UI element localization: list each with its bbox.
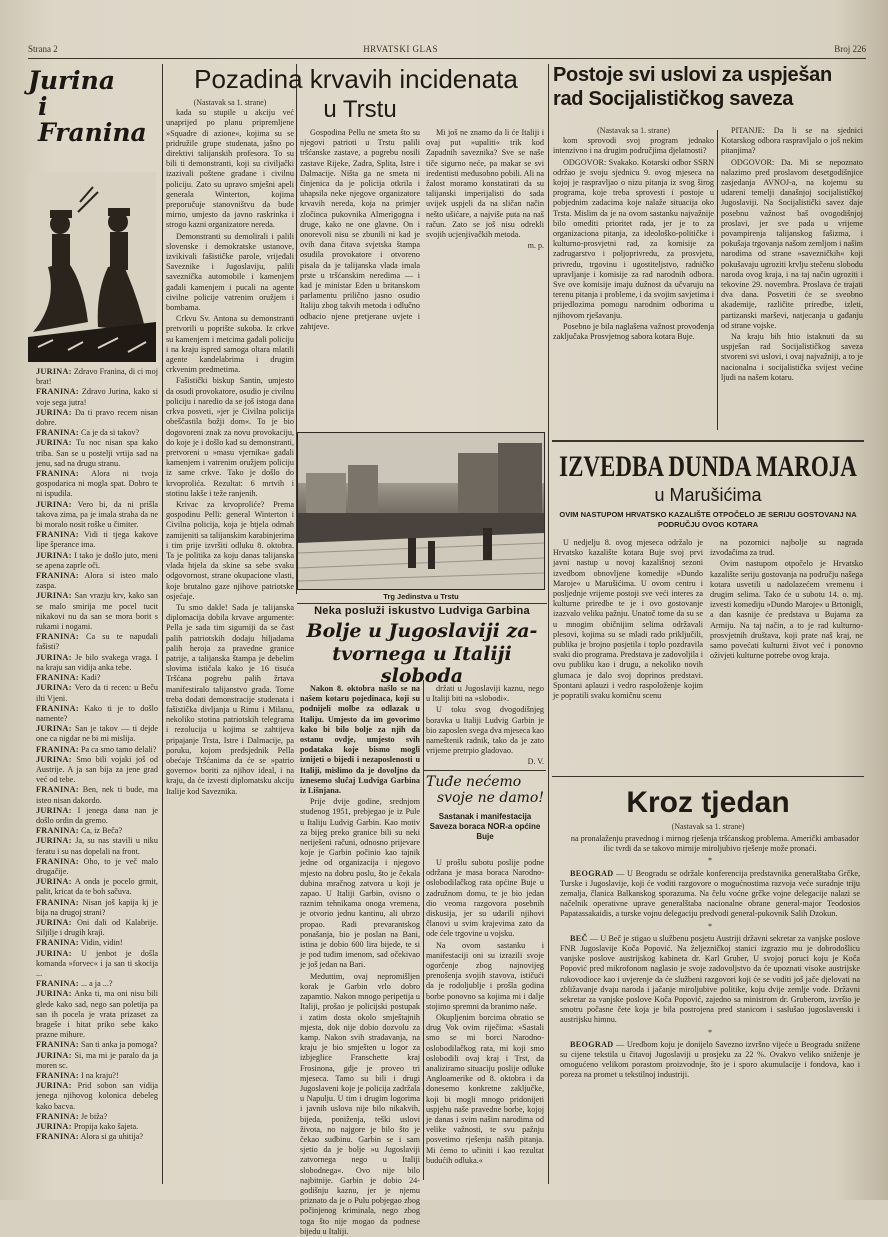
- dialogue-line: [28, 1040, 158, 1050]
- news-place: BEOGRAD: [570, 1039, 614, 1049]
- trieste-photo: [297, 432, 545, 590]
- dialogue-line: [28, 428, 158, 438]
- dialogue-line: [28, 1071, 158, 1081]
- dialogue-line: [28, 683, 158, 703]
- article-paragraph: Tu smo dakle! Sada je talijanska diplomacija dobila krvave argumente: Pella je sada tim sigurniji da se čast palih patriotskih dodaju hiljadama palih heroja za pravedne granice patrije, a talijanska štampa je debelim slovima ističala kako je 16 tisuća Tršćana pogrebu palih žrtava manifestiralo talijanstvo grada. Tome treba dodati demonstracije studenata i fašistička divljanja u Rimu i Milanu, nekoliko stotina patriotskih telegrama i rezolucija u kojima se zahtijeva pripajanje Trsta, Istre i Dalmacije, pa poruku, kojom predsjednik Pella obećaje Tršćanima da će se »patrio governo« boriti za njihov ideal, i na kraju, da će izvesti diplomatsku akciju Italije kod Saveznika.: [166, 602, 294, 796]
- dialogue-text: ... a ja ...?: [80, 979, 113, 989]
- dialogue-speaker: FRANINA:: [36, 938, 79, 948]
- news-text: U Beč je stigao u službenu posjetu Austriji državni sekretar za vanjske poslove FNR Jugoslavije Koča Popović. Na željezničkoj stanici izgrazio mu je dobrodošlicu vanjske poslove austrijskog kabineta dr. Karl Gruber, U svojoj poruci koju je Koča Popović pred mikrofonom naglasio je svoje zadovoljstvo da će upoznati visoke austrijske rukovodioce kao i uvjerenje da će službeni razgovori koji će se voditi još jače djelovati na zbližavanje dvaju naroda i jačanje miroljubive politike, koju dvije zemlje vode. Državni sekretar za vanjske poslove Koča Popović, zajedno sa ministrom dr. Gruberom, izvršio je smotru počasne čete koja je bila postrojena pred stanicom i saslušao jugoslavenski i austrijsku himnu.: [560, 933, 861, 1025]
- separator-star: *: [707, 921, 713, 931]
- dialogue: [28, 367, 158, 1142]
- dialogue-line: [28, 530, 158, 550]
- dialogue-line: [28, 1112, 158, 1122]
- pozadina-title-line2: u Trstu: [323, 96, 397, 123]
- dialogue-line: [28, 826, 158, 836]
- dialogue-line: [28, 836, 158, 856]
- article-paragraph: Prije dvije godine, srednjom studenog 1951, prebjegao je iz Pule u Italiju Ludvig Garbin. Kao motiv za bijeg preko granice bili su neki neriješeni računi, odnosno prijevare koje je Garbin počinio kao tajnik jedne od organizacija i njegovo mjesto na dobru poslu, što je čekala dubina mračnog zatvora u koji je zapao. U Italiji Garbin, ovisno o raznim tehnikama onoga vremena, je otvorio jednu kantinu, ali ubrzo propao. Radi prevarantskog ponašanja, bio je poslan na Bani, istina je dobio 600 lira bijede, te si je pod tuđim imenom, sad očekivao je još jedan na Bari.: [300, 797, 420, 970]
- separator-star: *: [707, 1027, 713, 1037]
- article-paragraph: Crkvu Sv. Antona su demonstranti pretvorili u poprište sukoba. Iz crkve su kamenjem i metcima gađali policiju i na kraju ispred samoga oltara mlatili agente kandelabrima i drugim crkvenim predmetima.: [166, 314, 294, 375]
- dialogue-line: [28, 938, 158, 948]
- news-item: BEČ — U Beč je stigao u službenu posjetu Austriji državni sekretar za vanjske poslove FNR Jugoslavije Koča Popović. Na željezničkoj stanici izgrazio mu je dobrodošlicu vanjske poslove austrijskog kabineta dr. Karl Gruber, U svojoj poruci koju je Koča Popović pred mikrofonom naglasio je svoje zadovoljstvo da će upoznati visoke austrijske rukovodioce kao i uvjerenje da će službeni razgovori koji će se voditi još jače djelovati na zbližavanje dvaju naroda i jačanje miroljubive politike, koju dvije zemlje vode. Državni sekretar za vanjske poslove Koča Popović, zajedno sa ministrom dr. Gruberom, izvršio je smotru počasne čete koja je bila postrojena pred stanicom i saslušao jugoslavenski i austrijsku himnu.: [560, 933, 861, 1025]
- garbin-title-line2: tvornega u Italiji sloboda: [332, 643, 512, 687]
- continuation-note: (Nastavak sa 1. strane): [597, 126, 670, 135]
- dialogue-speaker: FRANINA:: [36, 744, 79, 754]
- article-paragraph: kom sprovodi svoj program jednako intenzivno i na drugim područjima djelatnosti?: [553, 136, 714, 156]
- dialogue-speaker: JURINA:: [36, 367, 72, 376]
- article-paragraph: Okupljenim borcima obratio se drug Vok ovim riječima: »Sastali smo se mi borci Narodno-oslobodilačkog rata, mi koji smo oslobodili ovaj kraj i Trst, da analiziramo situaciju poslije odluke Angloamerike od 8. oktobra i da donesemo konkretne zaključke, koji bi mogli mnogo pridonijeti uspjehu naše pravedne borbe, kojoj je danas i svim našim narodima od velike važnosti, te svu pažnju posvetimo rješenju naših pitanja. Mi ćemo to učiniti i kao rezultat budućih odluka.«: [426, 1013, 544, 1165]
- page-number: Strana 2: [28, 44, 58, 54]
- dialogue-text: I tako je došlo juto, meni se apena zaprle oči.: [36, 550, 158, 570]
- dialogue-speaker: JURINA:: [36, 407, 72, 417]
- pozadina-title: Pozadina krvavih incidenata: [194, 64, 518, 94]
- pozadina-text-col2: [300, 128, 420, 428]
- dialogue-line: [28, 755, 158, 786]
- savez-headline-line1: Postoje svi uslovi za uspješan: [553, 64, 832, 86]
- garbin-text: [300, 684, 420, 1236]
- dialogue-text: Prid sobon san vidija jenega njihovog kolonica debeleg kako bacva.: [36, 1081, 158, 1111]
- article-paragraph: U toku svog dvogodišnjeg boravka u Italiji Ludvig Garbin je bio zaposlen svega dva mjeseca kao nameštenik radnik, tako da je zato vrijeme pretrpio gladovao.: [426, 705, 544, 756]
- dialogue-text: Smo bili vojaki još od Austrije. A ja san bija za jene grad već od tebe.: [36, 754, 158, 785]
- dundo-lead: OVIM NASTUPOM HRVATSKO KAZALIŠTE OTPOČELO JE SERIJU GOSTOVANJ NA PODRUČJU OVOG KOTARA: [559, 510, 857, 529]
- dialogue-speaker: FRANINA:: [36, 428, 79, 438]
- article-paragraph: Mi još ne znamo da li će Italiji i ovaj put »upaliti« trik kod Zapadnih saveznika? Sve se naše tiče sigurno neće, pa makar se svi iredentisti međusobno pobili. Ali na žalost moramo konstatirati da su talijanski imperijalisti do sada uvijek uspjeli da na sličan način nešto ušićare, a najviše puta na naš račun. Zato se još nisu odrekli svojih ucjenjivačkih metoda.: [426, 128, 544, 240]
- dialogue-speaker: JURINA:: [36, 877, 72, 887]
- dialogue-speaker: FRANINA:: [36, 673, 79, 683]
- dialogue-line: [28, 877, 158, 897]
- savez-text-left: [553, 126, 714, 434]
- article-paragraph: Demonstranti su demolirali i palili slovenske i demokratske ustanove, izvikivali fašističke parole, vrijeđali Saveznike i Jugoslaviju, palili saveznička automobile i kamenjem gađali kamenjem i pucali na agente civilne policije vatrenim oružjem i bombama.: [166, 231, 294, 313]
- dundo-subtitle: u Marušićima: [654, 485, 762, 505]
- dialogue-text: San je takov — ti dejde one ca nigdar ne bi mi mislija.: [36, 724, 158, 744]
- dialogue-speaker: JURINA:: [36, 1081, 72, 1091]
- dialogue-line: [28, 591, 158, 632]
- dialogue-text: San ti anka ja pomoga?: [80, 1040, 158, 1050]
- dialogue-line: [28, 367, 158, 387]
- dialogue-line: [28, 408, 158, 428]
- dialogue-speaker: JURINA:: [36, 591, 72, 601]
- article-paragraph: ODGOVOR: Da. Mi se nepoznato nalazimo pred proslavom desetgodišnjice zasjedanja AVNOJ-a, na kojemu su udareni temelji današnjoj socijalističkoj Jugoslaviji. Na Socijalistički savez daje posebnu važnost baš ovogodišnjoj proslavi, jer sve pada u vrijeme povampirenja talijanskog fašizma, i pokušaja trgovanja našom zemljom i našim narodima od strane »savezničkih« koji pokušavaju ugroziti krvlju stečenu slobodu naroda ovog kraja, i na taj način ugroziti i tekovine 29. novembra. Proslava će trajati dva dana. Posvetiti će se sveobno akademije, različite priredbe, izleti, partizanski marševi, natjecanja u gađanju od strane vojske.: [721, 157, 863, 330]
- garbin-kicker: Neka posluži iskustvo Ludviga Garbina: [314, 605, 530, 617]
- dialogue-text: Kadi?: [80, 673, 101, 683]
- dialogue-text: A onda je pocelo grmit, palit, kricat da te boh sačuva.: [36, 877, 158, 897]
- dundo-text-right: [710, 538, 863, 770]
- article-paragraph: Na kraju bih htio istaknuti da su uspješan rad Socijalističkog saveza stvoreni svi uslovi, i ovaj najvažniji, a to je nacionalna i socijalistička svijest većine ljudi na našem kotaru.: [721, 332, 863, 382]
- column-divider: [548, 64, 549, 1184]
- dialogue-speaker: JURINA:: [36, 652, 72, 662]
- dialogue-text: Je biža?: [80, 1111, 108, 1121]
- pozadina-text-col1: [166, 98, 294, 836]
- dialogue-line: [28, 806, 158, 826]
- dialogue-speaker: JURINA:: [36, 805, 72, 815]
- dialogue-text: Ca, iz Beča?: [80, 826, 123, 836]
- trieste-photo-image: [298, 433, 544, 589]
- dialogue-text: Pa ca smo tamo delali?: [80, 744, 157, 754]
- dialogue-line: [28, 653, 158, 673]
- franina-title: i Franina: [38, 92, 147, 147]
- article-paragraph: Meduttim, ovaj nepromišljen korak je Garbin vrlo dobro zapamtio. Nakon mnogo peripetija u Italiji, prošao je policijski postupak i zatim dosta okolo smještajnih mjesta, dok nije dobio dozvolu za kamp. Nakon svih stradavanja, na kraju je bio smješten u logor za izbjeglice Franschette kraj Frosinona, gdje je proveo tri mjeseca. Tamo su bili i drugi Jugoslaveni koje je policija zadržala u Napulju. U tim i drugim logorima i javnih uslova nije bilo nikakvih, bijeda, poniženja, teški uslovi života, no najgore je bilo što je čekao sudbinu. Garbin se i sam sjetio da je bolje »u Jugoslaviji zatvornega nego u Italiji slobodnega«. Ovo nije bilo najbitnije. Garbin je dobio 24-godišnju kaznu, jer je njemu priznato da je o Pulu pobjegao zbog počinjenog kriminala, nego zbog toga što nije mogao da podnese bijedu u Italiji.: [300, 971, 420, 1236]
- dialogue-line: [28, 387, 158, 407]
- tude-text: [426, 858, 544, 1186]
- article-signature: m. p.: [527, 241, 544, 251]
- column-divider: [717, 130, 718, 430]
- masthead: HRVATSKI GLAS: [363, 44, 439, 54]
- tude-title-line2: svoje ne damo!: [437, 790, 544, 806]
- dialogue-line: [28, 551, 158, 571]
- issue-number: Broj 226: [834, 44, 866, 54]
- dialogue-line: [28, 785, 158, 805]
- dialogue-speaker: JURINA:: [36, 550, 72, 560]
- dialogue-text: Ca je da si takov?: [80, 428, 140, 438]
- tjedan-title: Kroz tjedan: [626, 786, 790, 819]
- dialogue-text: Ja, su nas stavili u niku feratu i su nas dopelali na front.: [36, 836, 158, 856]
- continuation-note: (Nastavak sa 1. strane): [671, 822, 745, 831]
- tude-subtitle: Sastanak i manifestacija Saveza boraca NOR-a općine Buje: [429, 812, 541, 841]
- dialogue-text: Zdravo Franina, di ci moj brat!: [36, 367, 159, 387]
- dialogue-line: [28, 438, 158, 469]
- continuation-note: (Nastavak sa 1. strane): [193, 98, 267, 107]
- dialogue-line: [28, 704, 158, 724]
- article-paragraph: U nedjelju 8. ovog mjeseca održalo je Hrvatsko kazalište kotara Buje svoj prvi javni nastup u novoj kazališnoj sezoni izvedbom obnovljene komedije »Dundo Maroje« u Marušićima. U ovom centru i posljednje vrijeme postoji sve veći interes za kulturne priredbe te je i ovo gostovanje izazvalo veliku pažnju. Unatoč tome da su se u mnogim običnijim selima održavali plesovi, kojima su se mladi rado priključili, publika je brojno posjetila i toplo pozdravila svaki dio programa. Predstava je zadovoljila i ovu publiku kao i drugu, a nekoliko novih glumaca je dalo svoj doprinos predstavi. Spontani aplauzi i vedro raspoloženje kojim je popratili svaku komičnu scenu: [553, 538, 703, 701]
- two-men-illustration: [28, 172, 156, 362]
- dialogue-line: [28, 989, 158, 1040]
- article-paragraph: Na ovom sastanku i manifestaciji oni su izrazili svoje ogorčenje zbog najnovijeg prenošenja svojih stavova, ističući da je rodoljublje i prošla godina borbe ponovno sa kojima mi i dalje stojimo spremni da branimo naše.: [426, 940, 544, 1011]
- jurina-franina-column: [28, 64, 158, 1184]
- dialogue-text: Anka ti, ma oni nisu bili glede kako sad, nego san poletija pa san ih pocela je vrata prizaset za brageše i hitat priko sebe kako prazne mihure.: [36, 989, 158, 1040]
- news-item: BEOGRAD — Uredbom koju je donijelo Savezno izvršno vijeće u Beogradu snižene su cijene tekstila u čitavoj Jugoslaviji u prosjeku za 22 %. Ovakvo veliko sniženje je omogućeno velikom porastom proizvodnje, što je i sporo akumulacije i fondova, kao i poreza na promet u tekstilnoj industriji.: [560, 1039, 860, 1080]
- section-rule: [552, 440, 864, 442]
- dialogue-line: [28, 571, 158, 591]
- article-paragraph: kada su stupile u akciju već unaprijed po planu pripremljene »Squadre di azione«, kojima su se pridružile grupe studenata, jašno po direktivi talijanskih profesora. To su bili ti demonstranti, koji su civiljački izazivali poštene građane i civilnu policiju. Zato su upravo smješni apeli generala Winterton, kojima preporučuje stanovništvu da bude mirno, umjesto da javno raskrinka i strogo kazni organizatore nereda.: [166, 108, 294, 230]
- photo-caption: Trg Jedinstva u Trstu: [383, 592, 459, 601]
- dialogue-text: Tu noc nisan spa kako triba. San se u postelji vrtija sad na jenu, sad na drugu stranu.: [36, 438, 158, 468]
- article-paragraph: držati u Jugoslaviji kaznu, nego u Italiji biti na »slobodi«.: [426, 684, 544, 704]
- dialogue-speaker: JURINA:: [36, 724, 72, 734]
- dialogue-speaker: FRANINA:: [36, 826, 79, 836]
- dialogue-text: San vrazju krv, kako san se malo smirija me pocel tucit nikakovi nu da san se mora borit s rukami i nogami.: [36, 591, 159, 632]
- tude-title-line1: Tuđe nećemo: [426, 774, 522, 790]
- tjedan-text: [560, 834, 860, 1184]
- dialogue-text: Oni dali od Kalabrije. Siljilje i drugih krajì.: [36, 917, 158, 938]
- dialogue-text: Ben, nek ti bude, ma isteo nisan dakordo.: [36, 785, 158, 805]
- dialogue-speaker: JURINA:: [36, 1122, 72, 1132]
- dialogue-speaker: JURINA:: [36, 683, 72, 693]
- article-paragraph: Posebno je bila naglašena važnost provođenja zaključaka Prosvjetnog sabora kotara Buje.: [553, 321, 714, 342]
- article-paragraph: Ovim nastupom otpočelo je Hrvatsko kazalište seriju gostovanja na području našega kotara usvetili u nadolazećem vremenu i drugim selima. Tako će u subotu 14. o. mj. izvesti komediju »Dundo Maroje« u Brtonigli, a dan kasnije će predstava u Bujama za Armiju. Na taj način, a to je rad kulturno-prosvjetnih društava, koji prate naš kraj, ne samo povećati kulturni život već i ponovno oživjeti kulturne potrebe ovog kraja.: [710, 559, 863, 661]
- news-place: BEOGRAD: [570, 868, 614, 878]
- dialogue-text: Oho, to je več malo drugačije.: [36, 856, 158, 876]
- dialogue-speaker: FRANINA:: [36, 632, 79, 642]
- jurina-title: Jurina: [28, 66, 116, 95]
- dialogue-text: I jenega dana nan je došlo ordin da gremo.: [36, 805, 159, 825]
- dialogue-line: [28, 918, 158, 938]
- dialogue-speaker: JURINA:: [36, 1050, 72, 1060]
- dialogue-line: [28, 1051, 158, 1071]
- dialogue-speaker: FRANINA:: [36, 897, 79, 907]
- news-place: BEČ: [570, 933, 588, 943]
- article-paragraph: PITANJE: Da li se na sjednici Kotarskog odbora raspravljalo o još nekim pitanjima?: [721, 126, 863, 156]
- dialogue-speaker: FRANINA:: [36, 469, 79, 479]
- dialogue-text: Vero bi, da ni prišla takova zima, pa je imala straha da ne bi moralo nosit roške u čimiter.: [36, 499, 158, 530]
- article-paragraph: na pronalaženju pravednog i mirnog rješenja tršćanskog problema. Američki ambasador ilic tvrdi da se takovo mirnije miroljubivo rješenje može pronaći.: [570, 834, 860, 854]
- dialogue-text: Zdravo Jurina, kako si voje sega jutra!: [36, 387, 159, 407]
- dialogue-speaker: JURINA:: [36, 754, 72, 764]
- dialogue-line: [28, 500, 158, 531]
- dialogue-speaker: FRANINA:: [36, 1132, 79, 1142]
- dialogue-speaker: FRANINA:: [36, 785, 79, 795]
- dialogue-line: [28, 673, 158, 683]
- section-rule: [424, 770, 546, 771]
- dialogue-speaker: JURINA:: [36, 917, 72, 927]
- news-text: Uredbom koju je donijelo Savezno izvršno vijeće u Beogradu snižene su cijene tekstila u čitavoj Jugoslaviji u prosjeku za 22 %. Ovakvo veliko sniženje je omogućeno velikom porastom proizvodnje, što je i sporo akumulacije i fondova, kao i poreza na promet u tekstilnoj industriji.: [560, 1039, 860, 1080]
- dialogue-line: [28, 898, 158, 918]
- dialogue-line: [28, 1081, 158, 1112]
- dialogue-speaker: FRANINA:: [36, 979, 79, 989]
- news-item: BEOGRAD — U Beogradu se održale konferencija predstavnika generalštaba Grčke, Turske i Jugoslavije, koji će voditi razgovore o mogućnostima razvoja veće suradnje triju zemalja, članica Balkanskog sporazuma. Na čelu voćne grčke vojne delegacije nalazi se načelnik operativne uprave generalštaba nacionalne obrane general-major Teodosios Papatassakaidis, a turske vojnu delegaciju predvodi general-pukovnik Salih Dzokun.: [560, 868, 860, 919]
- dialogue-line: [28, 724, 158, 744]
- article-paragraph: Fašistički biskup Santin, umjesto da osudi provokatore, osudio je civilnu policiju i naredio da se još istoga dana crkva posveti, »jer je Civilna policija obeščastila božji dom«. To je bio dogovoreni znak za novu provokaciju, do koje je i došlo kad su demonstranti, pretvoreni u »masu vjernika« gađali kamenjem i vatrenim oružjem policiju iz same crkve. Tako je došlo do krvoprolića. Rezultat: 6 mrtvih i stotinu lakše i teže ranjenih.: [166, 376, 294, 498]
- savez-text-right: [721, 126, 863, 434]
- dialogue-speaker: FRANINA:: [36, 530, 79, 540]
- dialogue-speaker: JURINA:: [36, 989, 72, 999]
- dialogue-line: [28, 1122, 158, 1132]
- dialogue-speaker: FRANINA:: [36, 856, 79, 866]
- section-rule: [552, 776, 864, 777]
- dialogue-text: Vidi ti tjega kakove lipe šperance ima.: [36, 530, 158, 550]
- article-paragraph: na pozornici najbolje su nagrada izvođačima za trud.: [710, 538, 863, 558]
- news-text: U Beogradu se održale konferencija predstavnika generalštaba Grčke, Turske i Jugoslavije, koji će voditi razgovore o mogućnostima razvoja veće suradnje triju zemalja, članica Balkanskog sporazuma. Na čelu voćne grčke vojne delegacije nalazi se načelnik operativne uprave generalštaba nacionalne obrane general-major Teodosios Papatassakaidis, a turske vojnu delegaciju predvodi general-pukovnik Salih Dzokun.: [560, 868, 860, 919]
- article-paragraph: Gospodina Pellu ne smeta što su njegovi patrioti u Trstu palili tršćanske zastave, a pogrebu nosili zastave Rijeke, Zadra, Splita, Istre i Dalmacije. Ništa ga ne smeta ni činjenica da je policija otkrila i uhapsila neke njegove organizatore krvavih nereda, koja na primjer zločinca pukovnika Almerigogna i druge, kako ne one glavne. On i onorevoli nisu se zbunili ni kad je ovih dana čitava svjetska štampa osudila provokatore i otvoreno pisala da je talijanska vlada imala prste u tršćanskim neredima — i kad je ministar Eden u britanskom parlamentu prilično jasno osudio Italiju zbog takvih metoda i odlučno odbacio njene pretjerane uvjete i zahtjeve.: [300, 128, 420, 331]
- dialogue-speaker: FRANINA:: [36, 703, 79, 713]
- separator-star: *: [707, 856, 713, 866]
- article-signature: D. V.: [527, 757, 544, 767]
- dialogue-line: [28, 1132, 158, 1142]
- dialogue-speaker: FRANINA:: [36, 1111, 79, 1121]
- dialogue-line: [28, 979, 158, 989]
- column-divider: [423, 680, 424, 1180]
- article-paragraph: ODGOVOR: Svakako. Kotarski odbor SSRN održao je svoju sjednicu 9. ovog mjeseca na kojoj je raspravljao o nizu pitanja iz svog širog programa, koje treba sprovesti i postoje u pobjednim zadacima koje nalaže situacija oko Trsta. Mislim da je na ovom sastanku najvažnije bilo omeđiti prioritet rada, jer je to za organizaciona pitanja, za ideološko-političke i kulturno-prosvjetni rad, za komisije za zadrugarstvo i poljoprivredu, za prosvjetu, privredu, trgovinu i ugostiteljstvo, radničko upravljanje i komisije za rad narodnih odbora. Sve ove komisije imaju dužnost da učvaruju na terenu pitanja i probleme, i da svojim savjetima i prijedlozima pomogu narodnim odborima u njihovom rješavanju.: [553, 157, 714, 320]
- dialogue-text: Propija kako šajeta.: [73, 1122, 139, 1132]
- dialogue-line: [28, 949, 158, 980]
- dialogue-line: [28, 857, 158, 877]
- article-paragraph: Krivac za krvoproliće? Prema gospodinu Pelli: general Winterton i Civilna policija, koja je htjela odmah zamijeniti sa talijanskim karabinjerima i tim prije izvršiti odluku 8. oktobra. Ta je politika za koju danas talijanska vlada htjela da skine sa sebe svaku odgovornost, strane okupacione vlasti, koje brutalno gaze njihove patriotske osjećaje.: [166, 499, 294, 601]
- dialogue-speaker: JURINA:: [36, 438, 72, 448]
- dialogue-text: Alora si ga uhitija?: [80, 1132, 144, 1142]
- dialogue-speaker: JURINA:: [36, 948, 72, 958]
- dialogue-text: U jenbot je došla komanda »forvec« i ja san ti skocija ...: [36, 948, 158, 978]
- dialogue-speaker: JURINA:: [36, 836, 72, 846]
- garbin-title-line1: Bolje u Jugoslaviji za-: [306, 620, 538, 642]
- dialogue-text: Je bilo svakega vraga. I na kraju san vidija anka tebe.: [36, 652, 158, 672]
- pozadina-text-col3: [426, 128, 544, 428]
- dialogue-speaker: FRANINA:: [36, 571, 79, 581]
- dialogue-speaker: JURINA:: [36, 499, 72, 509]
- dialogue-text: Si, ma mi je paralo da ja moren sc.: [36, 1050, 158, 1070]
- article-paragraph: U prošlu subotu poslije podne održana je masa boraca Narodno-oslobodilačkog rata općine Buje u zadružnom domu, te je bio jedan dio veoma razgovora posebnih diskusija, jer su udarili njihovi članovi u svim krajevima zato da ode ćele trgovine u vojsku.: [426, 858, 544, 939]
- dialogue-text: Ca su te napudali fašisti?: [36, 632, 158, 652]
- dialogue-text: Da ti pravo recem nisan dobre.: [36, 407, 158, 428]
- dialogue-text: Vero da ti recen: u Beču ilti Vjeni.: [36, 683, 158, 703]
- header-rule: [28, 58, 866, 59]
- garbin-lead: Nakon 8. oktobra našlo se na našem kotaru pojedinaca, koji su podnijeli molbe za odlazak u Italiju. Umjesto da im govorimo kako bi bilo bolje za njih da ostanu ovdje, umjesto svih podataka koje bismo mogli iznijeti o bijedi i nezaposlenosti u Italiji, mislimo da je dovoljno da iznesemo slučaj Ludviga Garbina iz Lišnjana.: [300, 684, 420, 796]
- section-rule: [297, 603, 547, 604]
- dialogue-text: Nisan još kapija kj je bija na drugoj strani?: [36, 897, 158, 917]
- column-divider: [162, 64, 163, 1184]
- dialogue-speaker: FRANINA:: [36, 1040, 79, 1050]
- dialogue-line: [28, 745, 158, 755]
- savez-headline-line2: rad Socijalističkog saveza: [553, 88, 794, 110]
- dundo-title: IZVEDBA DUNDA MAROJA: [559, 450, 857, 483]
- dialogue-text: Vidin, vidin!: [80, 938, 123, 948]
- dialogue-line: [28, 632, 158, 652]
- garbin-text-right: [426, 684, 544, 767]
- dialogue-speaker: FRANINA:: [36, 387, 79, 397]
- dialogue-text: I na kraju?!: [80, 1071, 119, 1081]
- dialogue-speaker: FRANINA:: [36, 1071, 79, 1081]
- dialogue-text: Alora ni tvoja gospodarica ni mogla spat. Dobro te ni ispudila.: [36, 469, 158, 499]
- dundo-text-left: [553, 538, 703, 770]
- dialogue-text: Alora si isteo malo zaspa.: [36, 571, 158, 591]
- dialogue-text: Kako ti je to došlo namente?: [36, 703, 158, 723]
- dialogue-line: [28, 469, 158, 500]
